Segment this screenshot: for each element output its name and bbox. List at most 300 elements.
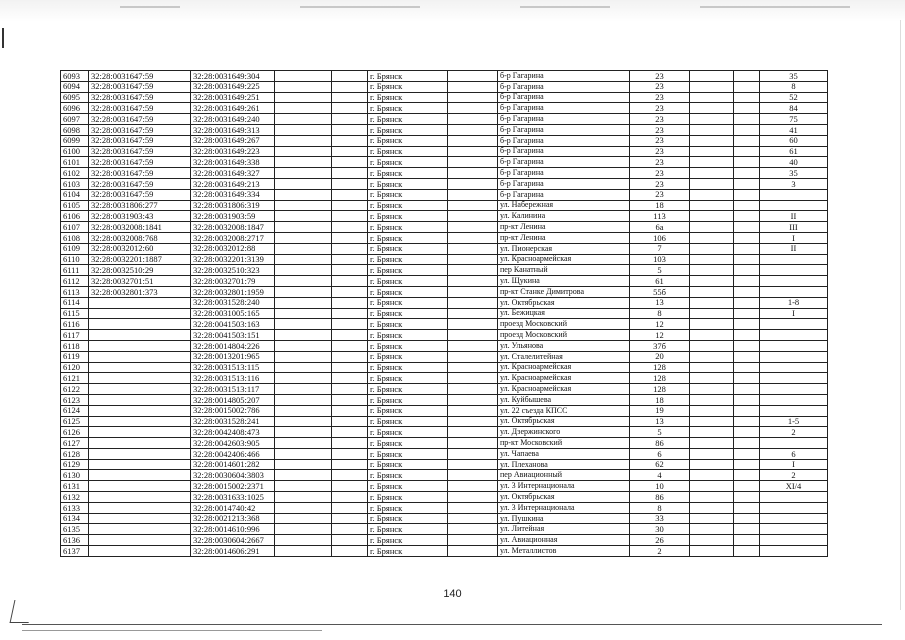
empty-cell <box>448 394 498 405</box>
empty-cell <box>690 157 734 168</box>
cadastre-number: 32:28:0032008:2717 <box>191 232 275 243</box>
empty-cell <box>690 394 734 405</box>
empty-cell <box>275 362 332 373</box>
empty-cell <box>690 384 734 395</box>
empty-cell <box>332 200 368 211</box>
empty-cell <box>332 373 368 384</box>
empty-cell <box>690 524 734 535</box>
row-number: 6097 <box>61 114 89 125</box>
empty-cell <box>332 243 368 254</box>
table-row <box>61 438 828 449</box>
house-number-cell: 55б <box>630 286 690 297</box>
empty-cell <box>734 319 760 330</box>
apartment-cell <box>760 394 828 405</box>
row-number: 6124 <box>61 405 89 416</box>
table-row <box>61 168 828 179</box>
parent-cadastre-number <box>89 340 191 351</box>
parent-cadastre-number: 32:28:0031647:59 <box>89 146 191 157</box>
empty-cell <box>690 330 734 341</box>
parent-cadastre-number: 32:28:0031647:59 <box>89 81 191 92</box>
house-number-cell: 12 <box>630 330 690 341</box>
apartment-cell <box>760 200 828 211</box>
street-cell: ул. Сталелитейная <box>498 351 630 362</box>
table-row <box>61 384 828 395</box>
empty-cell <box>690 470 734 481</box>
table-row <box>61 330 828 341</box>
city-cell: г. Брянск <box>368 135 448 146</box>
empty-cell <box>332 222 368 233</box>
empty-cell <box>275 297 332 308</box>
house-number-cell: 8 <box>630 308 690 319</box>
empty-cell <box>332 384 368 395</box>
row-number: 6122 <box>61 384 89 395</box>
parent-cadastre-number <box>89 492 191 503</box>
apartment-cell: 84 <box>760 103 828 114</box>
empty-cell <box>690 297 734 308</box>
apartment-cell <box>760 373 828 384</box>
parent-cadastre-number <box>89 351 191 362</box>
empty-cell <box>690 178 734 189</box>
parent-cadastre-number <box>89 427 191 438</box>
house-number-cell: 30 <box>630 524 690 535</box>
empty-cell <box>275 405 332 416</box>
empty-cell <box>332 481 368 492</box>
apartment-cell <box>760 276 828 287</box>
empty-cell <box>734 265 760 276</box>
parent-cadastre-number: 32:28:0032701:51 <box>89 276 191 287</box>
empty-cell <box>332 211 368 222</box>
apartment-cell: 1-5 <box>760 416 828 427</box>
parent-cadastre-number: 32:28:0031806:277 <box>89 200 191 211</box>
table-row <box>61 243 828 254</box>
empty-cell <box>332 124 368 135</box>
city-cell: г. Брянск <box>368 254 448 265</box>
parent-cadastre-number: 32:28:0032012:60 <box>89 243 191 254</box>
empty-cell <box>332 513 368 524</box>
street-cell: б-р Гагарина <box>498 81 630 92</box>
house-number-cell: 10 <box>630 481 690 492</box>
parent-cadastre-number <box>89 481 191 492</box>
empty-cell <box>332 524 368 535</box>
empty-cell <box>448 124 498 135</box>
empty-cell <box>690 135 734 146</box>
apartment-cell <box>760 189 828 200</box>
empty-cell <box>275 189 332 200</box>
empty-cell <box>275 535 332 546</box>
row-number: 6115 <box>61 308 89 319</box>
empty-cell <box>734 384 760 395</box>
empty-cell <box>448 513 498 524</box>
city-cell: г. Брянск <box>368 146 448 157</box>
apartment-cell: 75 <box>760 114 828 125</box>
row-number: 6098 <box>61 124 89 135</box>
table-row <box>61 222 828 233</box>
city-cell: г. Брянск <box>368 71 448 82</box>
empty-cell <box>734 157 760 168</box>
empty-cell <box>275 222 332 233</box>
empty-cell <box>448 103 498 114</box>
empty-cell <box>734 351 760 362</box>
row-number: 6134 <box>61 513 89 524</box>
empty-cell <box>275 157 332 168</box>
city-cell: г. Брянск <box>368 470 448 481</box>
empty-cell <box>275 200 332 211</box>
empty-cell <box>448 71 498 82</box>
street-cell: ул. Октябрьская <box>498 297 630 308</box>
empty-cell <box>332 71 368 82</box>
street-cell: ул. 3 Интернационала <box>498 481 630 492</box>
apartment-cell <box>760 405 828 416</box>
empty-cell <box>690 351 734 362</box>
empty-cell <box>332 319 368 330</box>
house-number-cell: 113 <box>630 211 690 222</box>
parent-cadastre-number <box>89 546 191 557</box>
house-number-cell: 23 <box>630 157 690 168</box>
parent-cadastre-number <box>89 416 191 427</box>
empty-cell <box>690 308 734 319</box>
city-cell: г. Брянск <box>368 448 448 459</box>
row-number: 6094 <box>61 81 89 92</box>
row-number: 6133 <box>61 502 89 513</box>
empty-cell <box>332 114 368 125</box>
cadastre-number: 32:28:0032510:323 <box>191 265 275 276</box>
city-cell: г. Брянск <box>368 124 448 135</box>
empty-cell <box>734 189 760 200</box>
scan-edge-right <box>900 20 901 610</box>
table-row <box>61 394 828 405</box>
cadastre-number: 32:28:0031005:165 <box>191 308 275 319</box>
apartment-cell: 60 <box>760 135 828 146</box>
city-cell: г. Брянск <box>368 459 448 470</box>
cadastre-number: 32:28:0032201:3139 <box>191 254 275 265</box>
empty-cell <box>275 330 332 341</box>
parent-cadastre-number <box>89 384 191 395</box>
house-number-cell: 5 <box>630 427 690 438</box>
city-cell: г. Брянск <box>368 351 448 362</box>
row-number: 6114 <box>61 297 89 308</box>
house-number-cell: 5 <box>630 265 690 276</box>
street-cell: б-р Гагарина <box>498 92 630 103</box>
empty-cell <box>690 416 734 427</box>
city-cell: г. Брянск <box>368 319 448 330</box>
parent-cadastre-number <box>89 459 191 470</box>
street-cell: б-р Гагарина <box>498 157 630 168</box>
empty-cell <box>734 405 760 416</box>
empty-cell <box>734 222 760 233</box>
row-number: 6102 <box>61 168 89 179</box>
table-row <box>61 502 828 513</box>
empty-cell <box>734 330 760 341</box>
parent-cadastre-number <box>89 319 191 330</box>
table-row <box>61 297 828 308</box>
empty-cell <box>275 254 332 265</box>
empty-cell <box>448 384 498 395</box>
row-number: 6093 <box>61 71 89 82</box>
table-row <box>61 92 828 103</box>
empty-cell <box>275 114 332 125</box>
empty-cell <box>448 535 498 546</box>
scan-noise <box>520 6 610 8</box>
empty-cell <box>448 502 498 513</box>
empty-cell <box>448 524 498 535</box>
empty-cell <box>275 211 332 222</box>
parent-cadastre-number: 32:28:0032008:1841 <box>89 222 191 233</box>
row-number: 6125 <box>61 416 89 427</box>
cadastre-number: 32:28:0015002:786 <box>191 405 275 416</box>
empty-cell <box>275 524 332 535</box>
cadastre-number: 32:28:0031649:225 <box>191 81 275 92</box>
house-number-cell: 23 <box>630 168 690 179</box>
cadastre-number: 32:28:0031649:267 <box>191 135 275 146</box>
empty-cell <box>332 178 368 189</box>
empty-cell <box>332 394 368 405</box>
empty-cell <box>448 92 498 103</box>
empty-cell <box>275 103 332 114</box>
street-cell: ул. Ульянова <box>498 340 630 351</box>
apartment-cell: 8 <box>760 81 828 92</box>
street-cell: ул. Пионерская <box>498 243 630 254</box>
cadastre-number: 32:28:0031649:223 <box>191 146 275 157</box>
empty-cell <box>734 459 760 470</box>
apartment-cell: 2 <box>760 470 828 481</box>
empty-cell <box>448 362 498 373</box>
parent-cadastre-number: 32:28:0031647:59 <box>89 189 191 200</box>
table-row <box>61 319 828 330</box>
parent-cadastre-number <box>89 394 191 405</box>
parent-cadastre-number: 32:28:0031647:59 <box>89 178 191 189</box>
empty-cell <box>275 286 332 297</box>
empty-cell <box>690 146 734 157</box>
house-number-cell: 8 <box>630 502 690 513</box>
empty-cell <box>448 135 498 146</box>
house-number-cell: 128 <box>630 362 690 373</box>
empty-cell <box>332 546 368 557</box>
cadastre-number: 32:28:0041503:151 <box>191 330 275 341</box>
empty-cell <box>275 178 332 189</box>
cadastre-number: 32:28:0031649:251 <box>191 92 275 103</box>
corner-scribble <box>10 600 34 623</box>
empty-cell <box>448 189 498 200</box>
city-cell: г. Брянск <box>368 524 448 535</box>
empty-cell <box>734 492 760 503</box>
empty-cell <box>690 92 734 103</box>
empty-cell <box>332 103 368 114</box>
empty-cell <box>734 546 760 557</box>
empty-cell <box>690 200 734 211</box>
parent-cadastre-number <box>89 524 191 535</box>
parent-cadastre-number <box>89 470 191 481</box>
empty-cell <box>332 330 368 341</box>
street-cell: проезд Московский <box>498 319 630 330</box>
house-number-cell: 23 <box>630 103 690 114</box>
house-number-cell: 128 <box>630 373 690 384</box>
empty-cell <box>690 189 734 200</box>
apartment-cell: 52 <box>760 92 828 103</box>
cadastre-number: 32:28:0030604:3803 <box>191 470 275 481</box>
apartment-cell <box>760 546 828 557</box>
street-cell: ул. Чапаева <box>498 448 630 459</box>
empty-cell <box>734 394 760 405</box>
empty-cell <box>448 470 498 481</box>
apartment-cell: 40 <box>760 157 828 168</box>
parent-cadastre-number <box>89 330 191 341</box>
table-row <box>61 211 828 222</box>
house-number-cell: 2 <box>630 546 690 557</box>
apartment-cell <box>760 330 828 341</box>
empty-cell <box>448 546 498 557</box>
empty-cell <box>332 492 368 503</box>
row-number: 6104 <box>61 189 89 200</box>
house-number-cell: 23 <box>630 81 690 92</box>
table-row <box>61 373 828 384</box>
empty-cell <box>734 211 760 222</box>
empty-cell <box>690 232 734 243</box>
street-cell: ул. Красноармейская <box>498 362 630 373</box>
parent-cadastre-number <box>89 438 191 449</box>
empty-cell <box>690 254 734 265</box>
empty-cell <box>275 448 332 459</box>
apartment-cell: 35 <box>760 168 828 179</box>
empty-cell <box>448 254 498 265</box>
row-number: 6137 <box>61 546 89 557</box>
house-number-cell: 4 <box>630 470 690 481</box>
table-row <box>61 276 828 287</box>
street-cell: б-р Гагарина <box>498 168 630 179</box>
city-cell: г. Брянск <box>368 405 448 416</box>
table-row <box>61 114 828 125</box>
street-cell: б-р Гагарина <box>498 178 630 189</box>
empty-cell <box>332 340 368 351</box>
street-cell: пр-кт Ленина <box>498 222 630 233</box>
apartment-cell <box>760 286 828 297</box>
empty-cell <box>690 373 734 384</box>
empty-cell <box>275 384 332 395</box>
house-number-cell: 33 <box>630 513 690 524</box>
city-cell: г. Брянск <box>368 243 448 254</box>
street-cell: б-р Гагарина <box>498 103 630 114</box>
row-number: 6120 <box>61 362 89 373</box>
apartment-cell: II <box>760 211 828 222</box>
empty-cell <box>448 178 498 189</box>
empty-cell <box>448 448 498 459</box>
cadastre-number: 32:28:0031649:213 <box>191 178 275 189</box>
empty-cell <box>275 168 332 179</box>
scan-edge-mark <box>2 28 4 48</box>
city-cell: г. Брянск <box>368 168 448 179</box>
apartment-cell: I <box>760 232 828 243</box>
city-cell: г. Брянск <box>368 114 448 125</box>
street-cell: пер Канатный <box>498 265 630 276</box>
cadastre-number: 32:28:0014601:282 <box>191 459 275 470</box>
empty-cell <box>690 362 734 373</box>
empty-cell <box>734 254 760 265</box>
table-row <box>61 71 828 82</box>
empty-cell <box>690 535 734 546</box>
city-cell: г. Брянск <box>368 297 448 308</box>
city-cell: г. Брянск <box>368 222 448 233</box>
row-number: 6119 <box>61 351 89 362</box>
empty-cell <box>734 71 760 82</box>
parent-cadastre-number: 32:28:0032801:373 <box>89 286 191 297</box>
empty-cell <box>448 481 498 492</box>
parent-cadastre-number: 32:28:0031903:43 <box>89 211 191 222</box>
parent-cadastre-number <box>89 448 191 459</box>
empty-cell <box>734 513 760 524</box>
house-number-cell: 23 <box>630 135 690 146</box>
cadastre-number: 32:28:0031513:117 <box>191 384 275 395</box>
table-row <box>61 286 828 297</box>
cadastre-number: 32:28:0014610:996 <box>191 524 275 535</box>
row-number: 6105 <box>61 200 89 211</box>
apartment-cell <box>760 362 828 373</box>
empty-cell <box>734 416 760 427</box>
street-cell: ул. Набережная <box>498 200 630 211</box>
empty-cell <box>332 265 368 276</box>
city-cell: г. Брянск <box>368 535 448 546</box>
empty-cell <box>275 438 332 449</box>
table-row <box>61 135 828 146</box>
apartment-cell <box>760 351 828 362</box>
empty-cell <box>275 416 332 427</box>
table-row <box>61 178 828 189</box>
cadastre-number: 32:28:0031806:319 <box>191 200 275 211</box>
cadastre-number: 32:28:0031528:241 <box>191 416 275 427</box>
empty-cell <box>332 286 368 297</box>
street-cell: ул. Металлистов <box>498 546 630 557</box>
table-row <box>61 448 828 459</box>
empty-cell <box>690 265 734 276</box>
table-row <box>61 157 828 168</box>
empty-cell <box>734 276 760 287</box>
parent-cadastre-number: 32:28:0031647:59 <box>89 157 191 168</box>
empty-cell <box>448 405 498 416</box>
empty-cell <box>332 405 368 416</box>
house-number-cell: 23 <box>630 189 690 200</box>
street-cell: пр-кт Московский <box>498 438 630 449</box>
empty-cell <box>448 276 498 287</box>
cadastre-number: 32:28:0031649:327 <box>191 168 275 179</box>
empty-cell <box>332 254 368 265</box>
house-number-cell: 37б <box>630 340 690 351</box>
apartment-cell: 41 <box>760 124 828 135</box>
city-cell: г. Брянск <box>368 502 448 513</box>
house-number-cell: 103 <box>630 254 690 265</box>
row-number: 6121 <box>61 373 89 384</box>
table-row <box>61 427 828 438</box>
parent-cadastre-number <box>89 297 191 308</box>
row-number: 6128 <box>61 448 89 459</box>
cadastre-number: 32:28:0031649:338 <box>191 157 275 168</box>
table-row <box>61 470 828 481</box>
city-cell: г. Брянск <box>368 157 448 168</box>
empty-cell <box>734 438 760 449</box>
empty-cell <box>690 168 734 179</box>
apartment-cell <box>760 524 828 535</box>
street-cell: ул. Октябрьская <box>498 492 630 503</box>
empty-cell <box>448 492 498 503</box>
empty-cell <box>690 222 734 233</box>
empty-cell <box>448 168 498 179</box>
empty-cell <box>448 265 498 276</box>
city-cell: г. Брянск <box>368 427 448 438</box>
cadastre-number: 32:28:0031513:115 <box>191 362 275 373</box>
empty-cell <box>332 351 368 362</box>
table-row <box>61 254 828 265</box>
empty-cell <box>448 340 498 351</box>
row-number: 6106 <box>61 211 89 222</box>
empty-cell <box>332 535 368 546</box>
empty-cell <box>275 319 332 330</box>
